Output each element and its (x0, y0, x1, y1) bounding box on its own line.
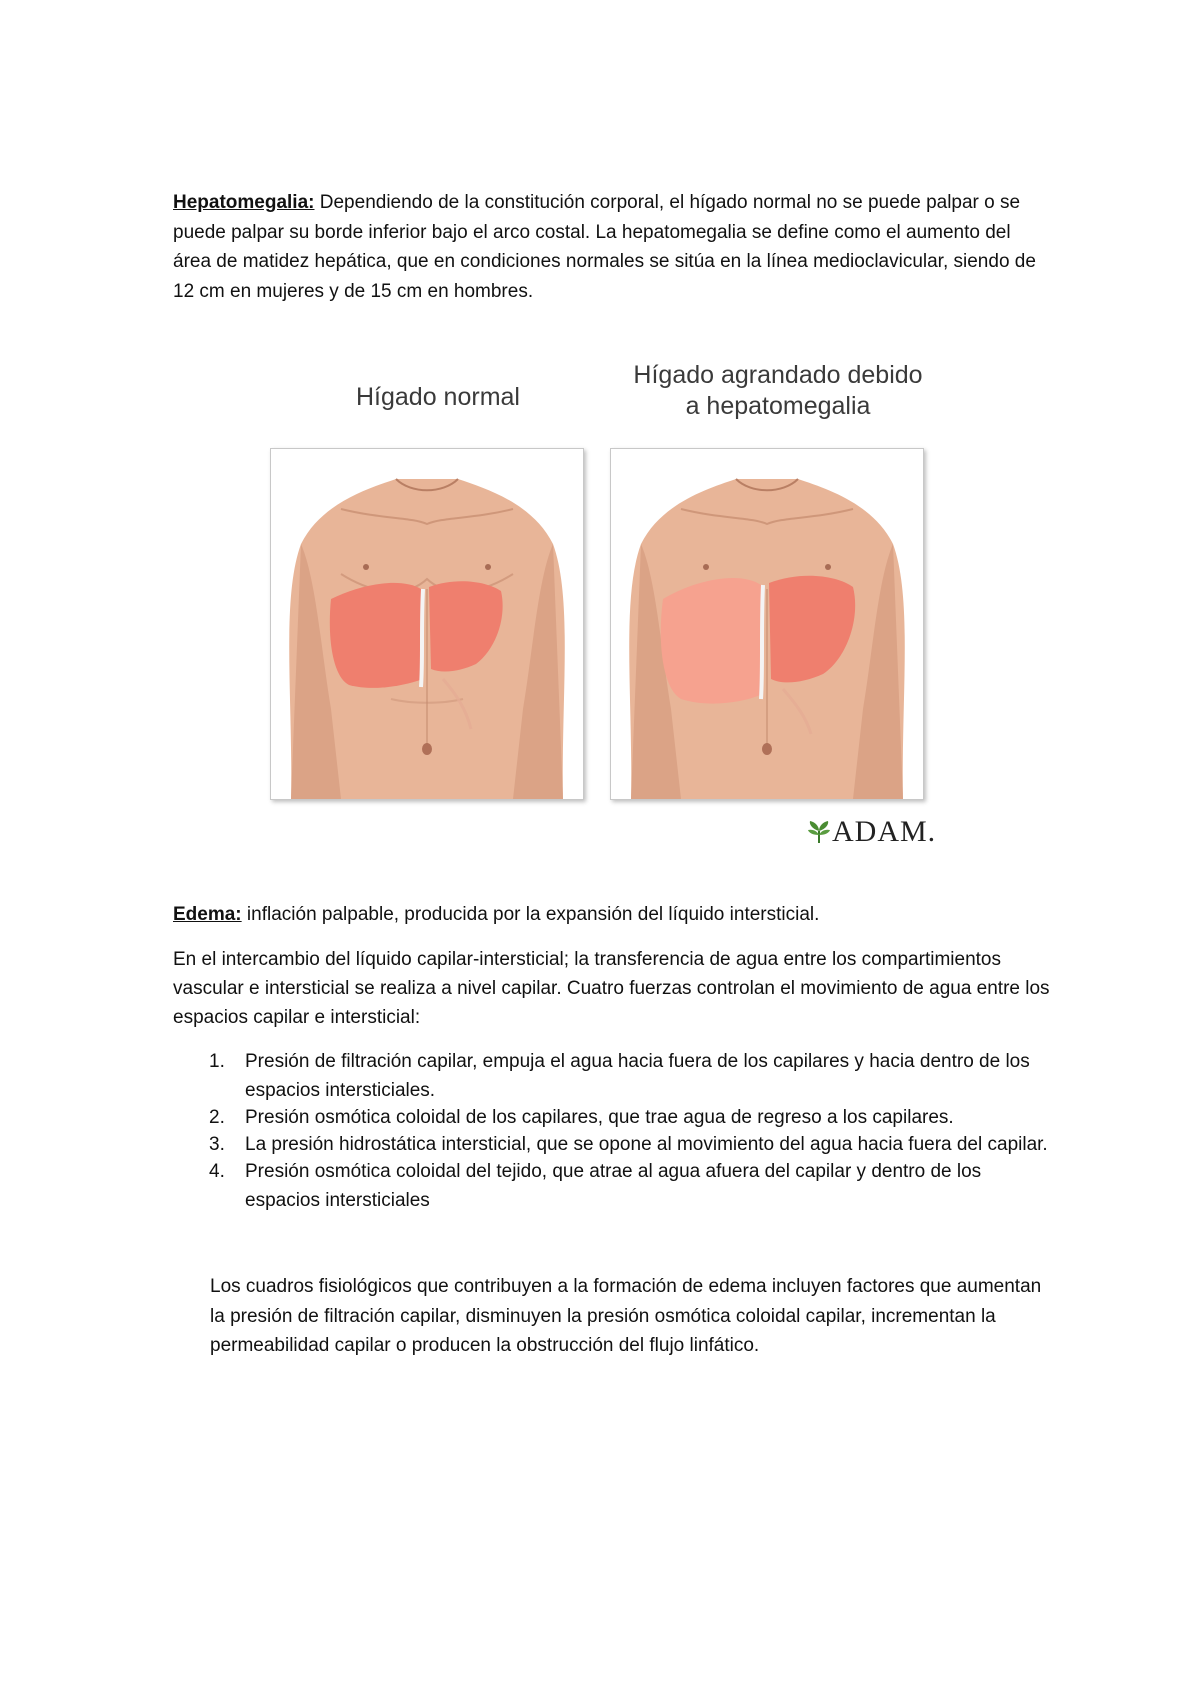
torso-normal-svg (271, 449, 583, 799)
edema-paragraph (173, 900, 1053, 930)
edema-text: inflación palpable, producida por la expansión del líquido intersticial. (246, 904, 820, 925)
list-item (173, 1130, 1053, 1159)
list-item (173, 1103, 1053, 1132)
hepatomegalia-paragraph (173, 188, 1053, 306)
list-item (173, 1047, 1053, 1105)
cuadros-paragraph: Los cuadros fisiológicos que contribuyen a la formación de edema incluyen factores que aumentan la presión de filtración capilar, disminuyen la presión osmótica coloidal capilar, incrementan la permeabilidad capilar o producen la obstrucción del flujo linfático. (210, 1276, 1042, 1356)
list-number: 2. (209, 1107, 225, 1128)
torso-enlarged-svg (611, 449, 923, 799)
hepatomegaly-figure (268, 352, 968, 872)
list-text: Presión osmótica coloidal de los capilares, que trae agua de regreso a los capilares. (245, 1107, 954, 1128)
enlarged-liver-illustration (610, 448, 924, 800)
list-text: Presión de filtración capilar, empuja el agua hacia fuera de los capilares y hacia dentro de los espacios intersticiales. (245, 1051, 1030, 1101)
adam-logo (806, 812, 936, 852)
normal-liver-illustration (270, 448, 584, 800)
adam-credit: ADAM. (832, 815, 937, 848)
edema-term: Edema: (173, 904, 242, 925)
list-number: 1. (209, 1051, 225, 1072)
leaf-icon (806, 819, 832, 845)
list-number: 4. (209, 1161, 225, 1182)
normal-liver-title: Hígado normal (356, 383, 520, 411)
enlarged-liver-title (558, 360, 998, 422)
list-item (173, 1157, 1053, 1215)
intercambio-paragraph: En el intercambio del líquido capilar-intersticial; la transferencia de agua entre los compartimientos vascular e intersticial se realiza a nivel capilar. Cuatro fuerzas controlan el movimiento de agua entre los espacios capilar e intersticial: (173, 949, 1050, 1028)
fuerzas-list (173, 1047, 1053, 1215)
enlarged-liver-title-line2: a hepatomegalia (685, 392, 871, 420)
hepatomegalia-text: Dependiendo de la constitución corporal, el hígado normal no se puede palpar o se puede palpar su borde inferior bajo el arco costal. La hepatomegalia se define como el aumento del área de matidez hepática, que en condiciones normales se sitúa en la línea medioclavicular, siendo de 12 cm en mujeres y de 15 cm en hombres. (173, 192, 1036, 302)
enlarged-liver-title-line1: Hígado agrandado debido (633, 361, 923, 389)
hepatomegalia-term: Hepatomegalia: (173, 192, 315, 213)
list-text: La presión hidrostática intersticial, que se opone al movimiento del agua hacia fuera del capilar. (245, 1134, 1048, 1155)
list-number: 3. (209, 1134, 225, 1155)
list-text: Presión osmótica coloidal del tejido, que atrae al agua afuera del capilar y dentro de los espacios intersticiales (245, 1161, 982, 1211)
